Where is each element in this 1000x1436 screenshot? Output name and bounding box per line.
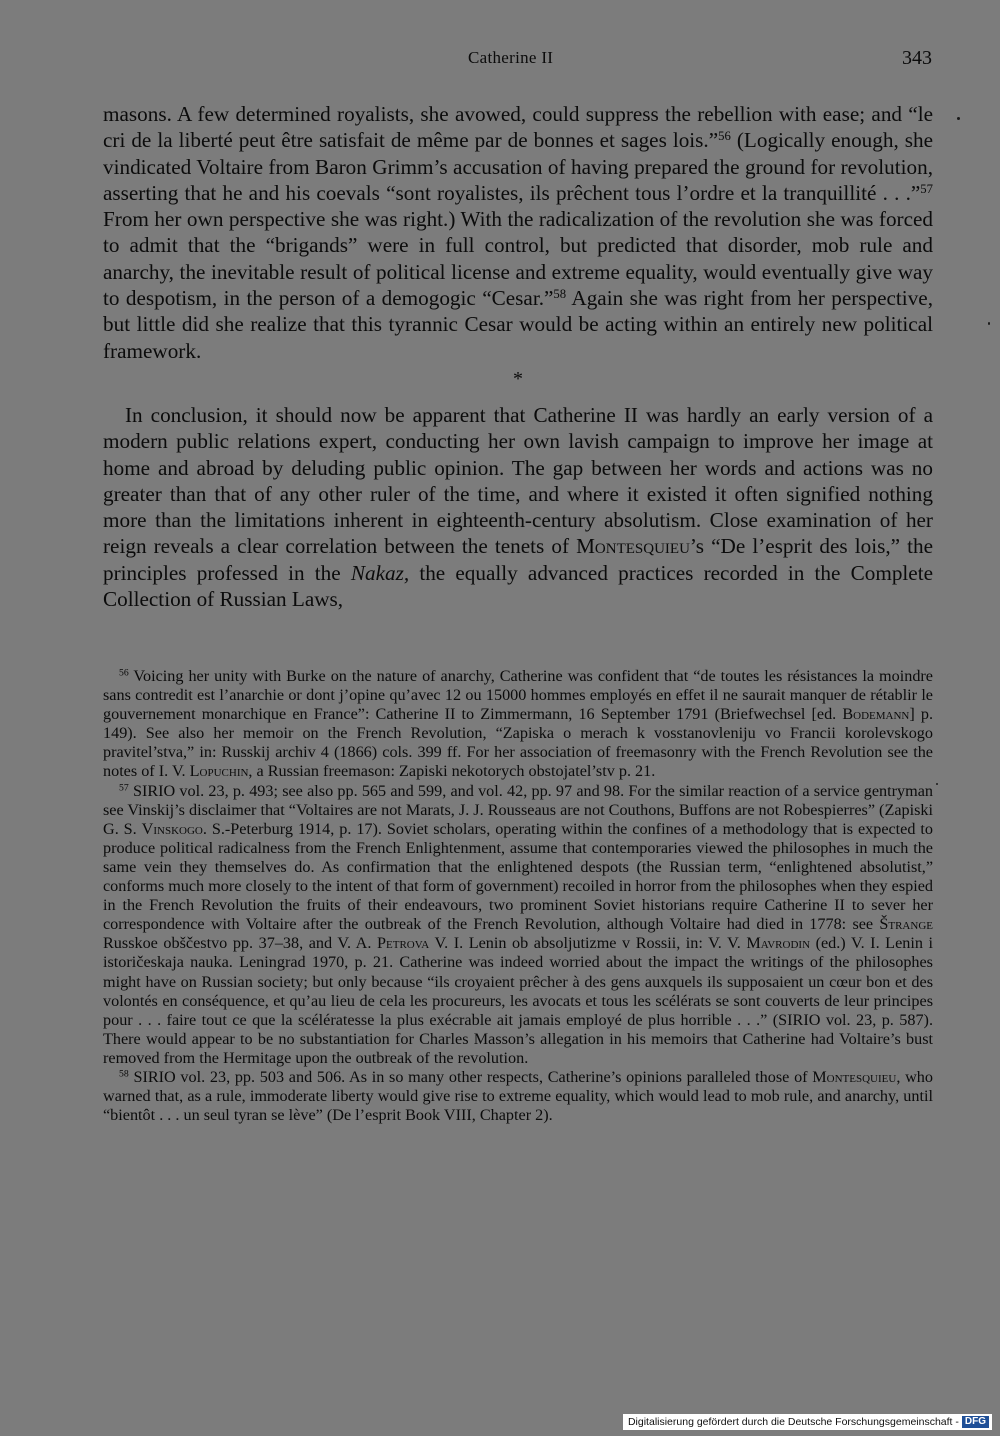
italic-title: Nakaz, bbox=[350, 560, 410, 585]
scan-speck bbox=[936, 783, 938, 785]
footnote-57: $^{57}$ SIRIO vol. 23, p. 493; see also pp. 565 and 599, and vol. 42, pp. 97 and 98. For the similar reaction of a service gentryman see Vinskij’s disclaimer that “Voltaires are not Marats, J. J. Rousseaus are not Couthons, Buffons are not Robespierres” (Zapiski G. S. Vinskogo. S.-Peterburg 1914, p. 17). Soviet scholars, operating within the confines of a methodology that is expected to produce political radicalness from the French Enlightenment, assume that contemporaries viewed the philosophes in much the same vein they themselves do. As confirmation that the enlightened despots (the Russian term, “enlightened absolutist,” conforms much more closely to the intent of that form of government) recoiled in horror from the philosophes when they espied in the French Revolution the fruits of their endeavours, two prominent Soviet historians require Catherine II to sever her correspondence with Voltaire after the outbreak of the French Revolution, although Voltaire had died in 1778: see Štrange Russkoe obščestvo pp. 37–38, and V. A. Petrova V. I. Lenin ob absoljutizme v Rossii, in: V. V. Mavrodin (ed.) V. I. Lenin i istoričeskaja nauka. Leningrad 1970, p. 21. Catherine was indeed worried about the impact the writings of the philosophes might have on Russian society; but only because “ils croyaient prêcher à des gens auxquels ils supposaient un cœur bon et des volontés en conséquence, et qu’au lieu de cela les procureurs, les avocats et tous les scélérats se sont couverts de leur principes pour . . . faire tout ce que la scélératesse la plus exécrable ait jamais employé de plus horrible . . .” (SIRIO vol. 23, p. 587). There would appear to be no substantiation for Charles Masson’s allegation in his memoirs that Catherine had Voltaire’s bust removed from the Hermitage upon the outbreak of the revolution. bbox=[103, 781, 934, 1067]
author-name: Mavrodin bbox=[746, 934, 811, 953]
main-text bbox=[103, 101, 933, 612]
digitization-credit bbox=[623, 1414, 992, 1430]
author-name: Montesquieu bbox=[812, 1067, 897, 1086]
running-title: Catherine II bbox=[468, 48, 554, 67]
footnote-number: 57 bbox=[119, 782, 129, 794]
scan-speck bbox=[988, 322, 990, 325]
paragraph-conclusion: In conclusion, it should now be apparent that Catherine II was hardly an early version of a modern public relations expert, conducting her own lavish campaign to improve her image at home and abroad by deluding public opinion. The gap between her words and actions was no greater than that of any other ruler of the time, and where it existed it often signified nothing more than the limitations inherent in eighteenth-century absolutism. Close examination of her reign reveals a clear correlation between the tenets of Montesquieu’s “De l’esprit des lois,” the principles professed in the Nakaz, the equally advanced practices recorded in the Complete Collection of Russian Laws, bbox=[103, 402, 934, 612]
page-header bbox=[0, 48, 1000, 78]
footnote-ref-57: 57 bbox=[920, 181, 933, 196]
author-name: Petrova bbox=[377, 934, 430, 953]
author-name: Montesquieu bbox=[576, 534, 690, 559]
author-name: Lopuchin bbox=[189, 762, 249, 781]
footnote-56: $^{56}$ Voicing her unity with Burke on the nature of anarchy, Catherine was confident that “de toutes les résistances la moindre sans contredit est l’anarchie or dont j’opine qu’avec 12 ou 15000 hommes employés en effet il ne saurait manquer de rétablir le gouvernement monarchique en France”: Catherine II to Zimmermann, 16 September 1791 (Briefwechsel [ed. Bodemann] p. 149). See also her memoir on the French Revolution, “Zapiska o merach k vosstanovleniju vo Francii korolevskogo pravitel’stva,” in: Russkij archiv 4 (1866) cols. 399 ff. For her association of freemasonry with the French Revolution see the notes of I. V. Lopuchin, a Russian freemason: Zapiski nekotorych obstojatel’stv p. 21. bbox=[103, 667, 934, 781]
section-separator: * bbox=[513, 367, 523, 390]
footnote-58: $^{58}$ SIRIO vol. 23, pp. 503 and 506. As in so many other respects, Catherine’s opinions paralleled those of Montesquieu, who warned that, as a rule, immoderate liberty would give rise to extreme equality, which would lead to mob rule, and anarchy, until “bientôt . . . un seul tyran se lève” (De l’esprit Book VIII, Chapter 2). bbox=[103, 1067, 933, 1125]
footnote-number: 58 bbox=[119, 1068, 129, 1080]
scan-speck bbox=[957, 117, 960, 120]
author-name: Štrange bbox=[879, 915, 933, 934]
footnote-ref-58: 58 bbox=[553, 287, 567, 302]
footnote-ref-56: 56 bbox=[718, 129, 731, 144]
author-name: Vinskogo bbox=[141, 819, 203, 838]
footnote-number: 56 bbox=[119, 667, 129, 679]
dfg-logo-icon: DFG bbox=[962, 1416, 989, 1428]
footnotes bbox=[103, 667, 933, 1125]
author-name: Bodemann bbox=[842, 705, 910, 724]
paragraph-royalists: masons. A few determined royalists, she avowed, could suppress the rebellion with ease; and “le cri de la liberté peut être satisfait de même par de bonnes et sages lois.”$^{56}$ (Logically enough, she vindicated Voltaire from Baron Grimm’s accusation of having prepared the ground for revolution, asserting that he and his coevals “sont royalistes, ils prêchent tous l’ordre et la tranquillité . . .”$^{57}$ From her own perspective she was right.) With the radicalization of the revolution she was forced to admit that the “brigands” were in full control, but predicted that disorder, mob rule and anarchy, the inevitable result of political license and extreme equality, would eventually give way to despotism, in the person of a demogogic “Cesar.”$^{58}$ Again she was right from her perspective, but little did she realize that this tyrannic Cesar would be acting within an entirely new political framework. bbox=[103, 102, 933, 363]
credit-text: Digitalisierung gefördert durch die Deutsche Forschungsgemeinschaft - bbox=[627, 1416, 959, 1428]
page-number: 343 bbox=[902, 47, 932, 69]
